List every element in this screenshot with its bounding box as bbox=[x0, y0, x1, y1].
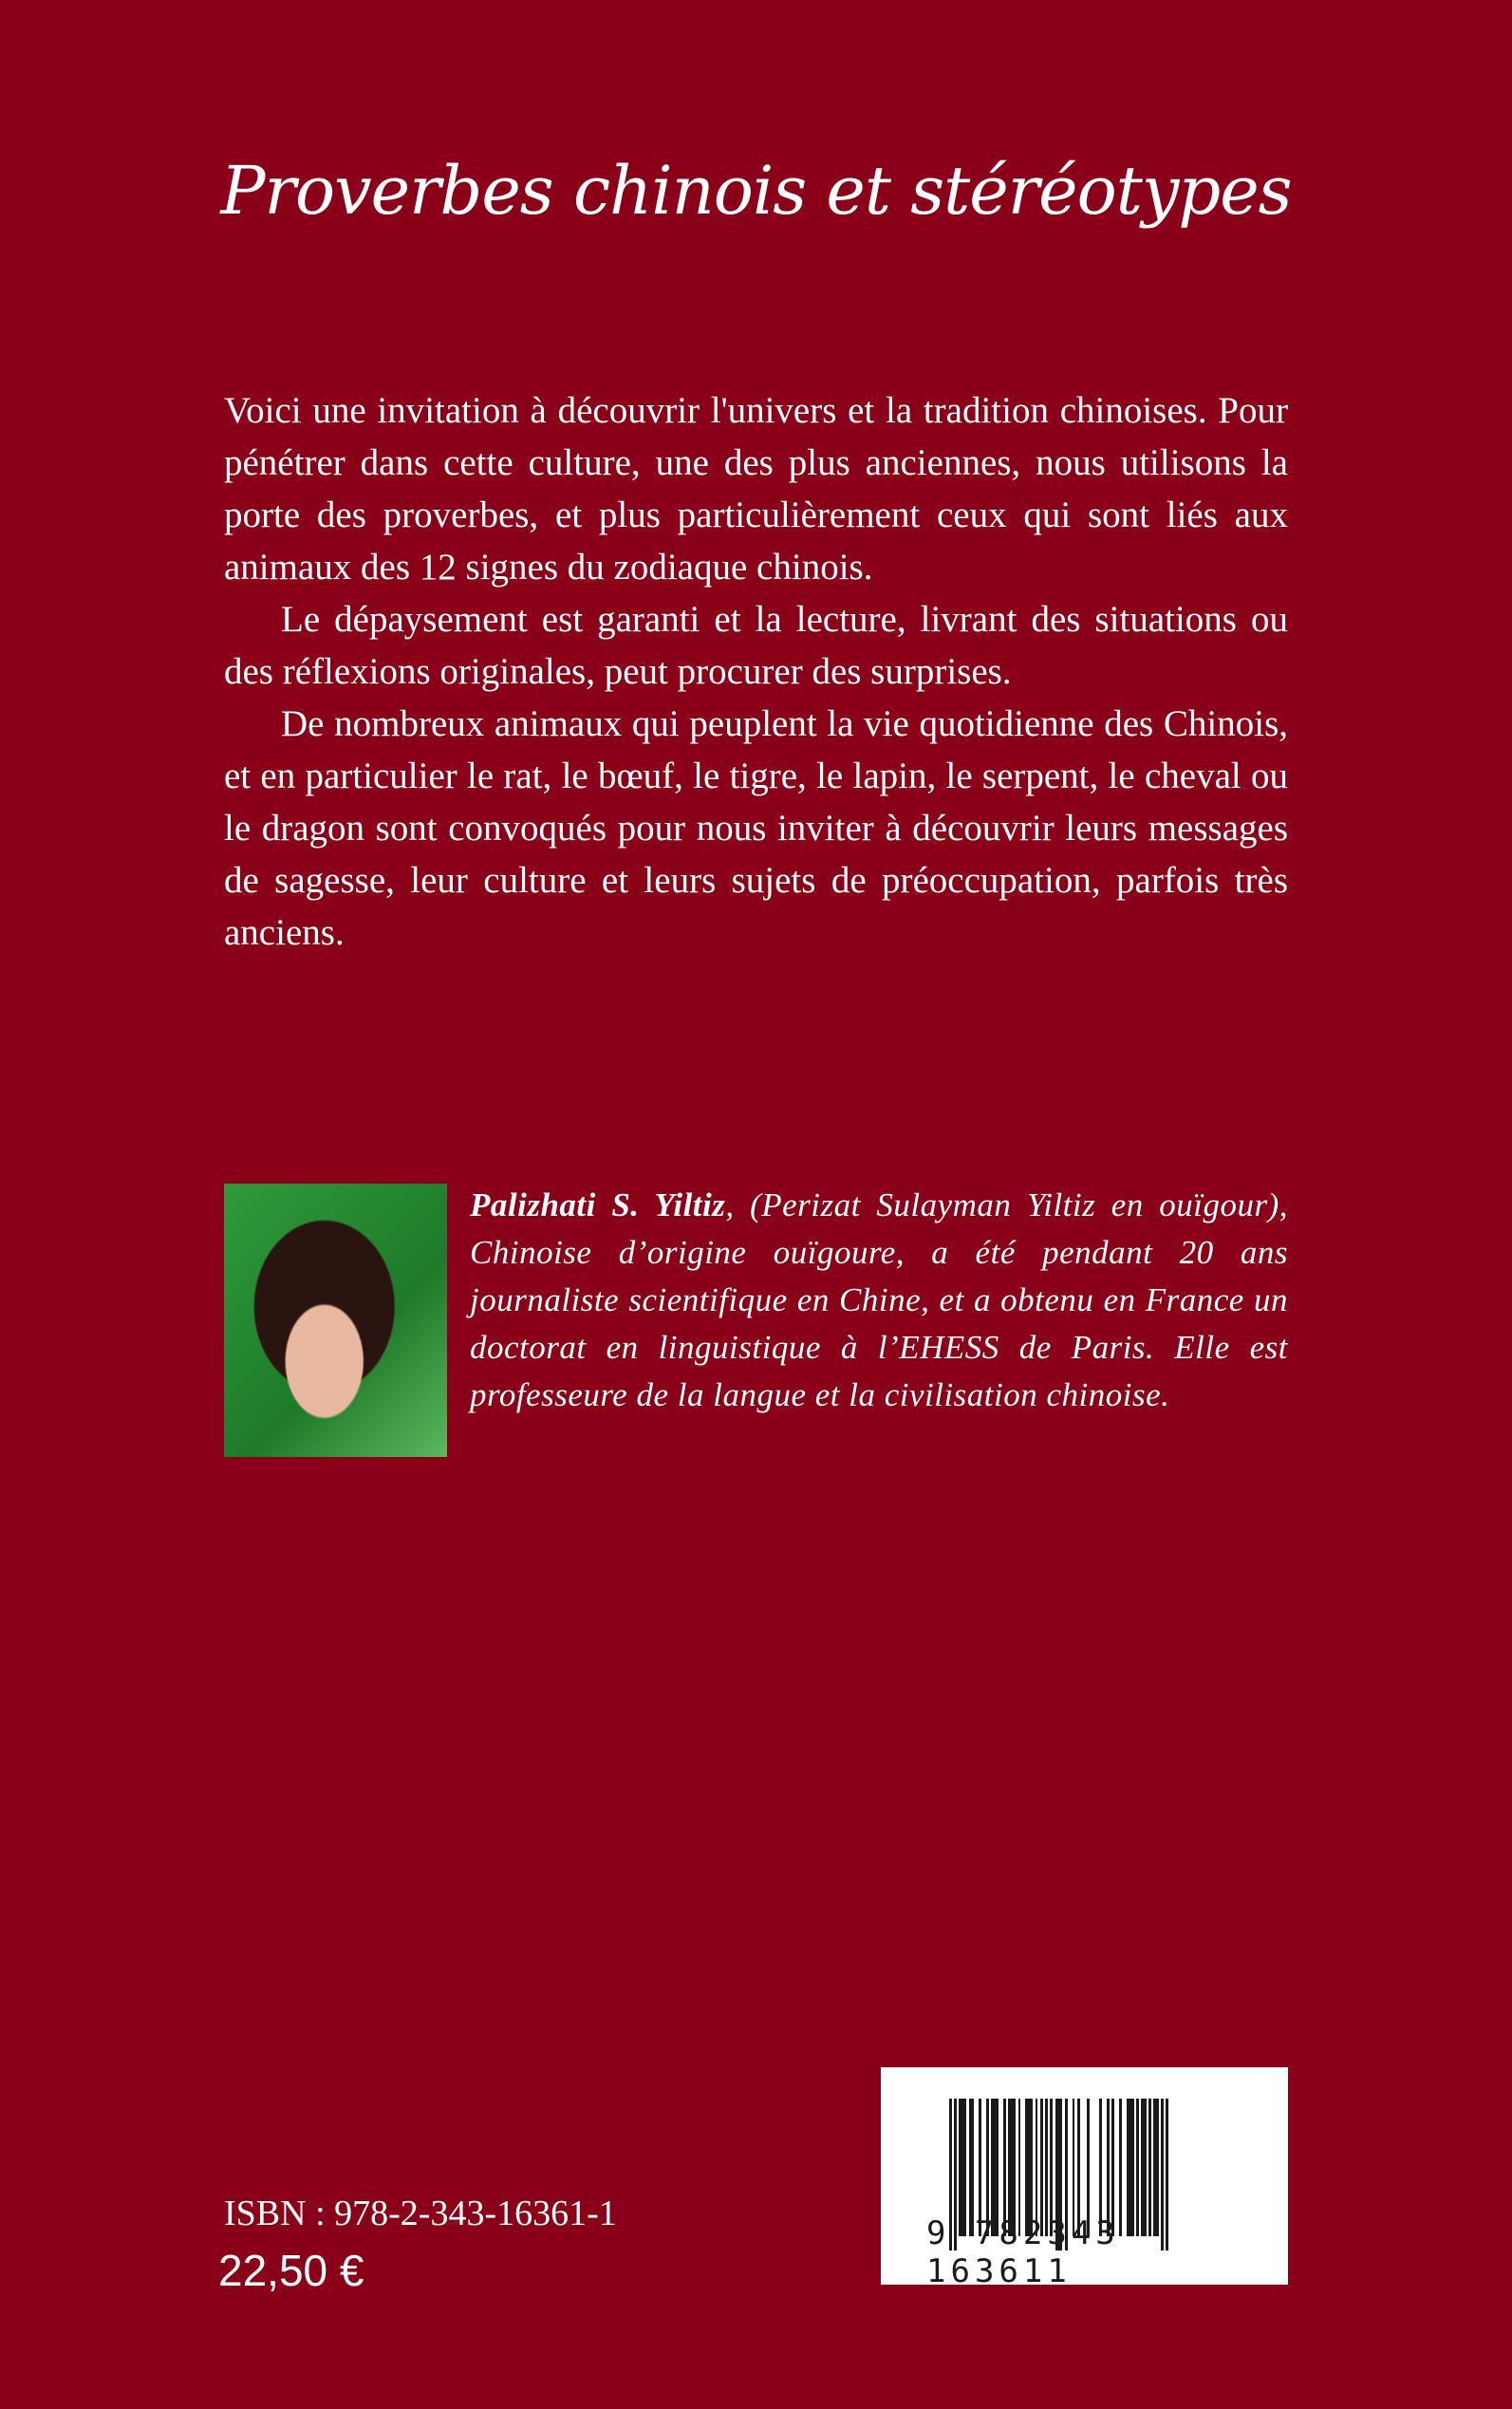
isbn: ISBN : 978-2-343-16361-1 bbox=[224, 2194, 617, 2233]
barcode-digits: 9 782343 163611 bbox=[926, 2214, 1120, 2290]
description-paragraph: Voici une invitation à découvrir l'univers et la tradition chinoises. Pour pénétrer dans cette culture, une des plus anciennes, nous utilisons la porte des proverbes, et plus particulièrement ceux qui sont liés aux animaux des 12 signes du zodiaque chinois. bbox=[224, 390, 1288, 588]
back-cover-description bbox=[224, 384, 1288, 959]
barcode bbox=[881, 2067, 1288, 2290]
author-photo bbox=[224, 1184, 447, 1457]
author-bio bbox=[470, 1182, 1288, 1419]
author-bio-text: , (Perizat Sulayman Yiltiz en ouïgour), Chinoise d’origine ouïgoure, a été pendant 20 ans journaliste scientifique en Chine, et a obtenu en France un doctorat en linguistique à l’EHESS de Paris. Elle est professeure de la langue et la civilisation chinoise. bbox=[470, 1186, 1288, 1413]
description-paragraph: Le dépaysement est garanti et la lecture, livrant des situations ou des réflexions originales, peut procurer des surprises. bbox=[224, 599, 1288, 692]
author-name: Palizhati S. Yiltiz bbox=[470, 1186, 726, 1223]
price: 22,50 € bbox=[218, 2246, 364, 2295]
description-paragraph: De nombreux animaux qui peuplent la vie quotidienne des Chinois, et en particulier le rat, le bœuf, le tigre, le lapin, le serpent, le cheval ou le dragon sont convoqués pour nous inviter à découvrir leurs messages de sagesse, leur culture et leurs sujets de préoccupation, parfois très anciens. bbox=[224, 703, 1288, 953]
book-title: Proverbes chinois et stéréotypes bbox=[220, 152, 1292, 230]
